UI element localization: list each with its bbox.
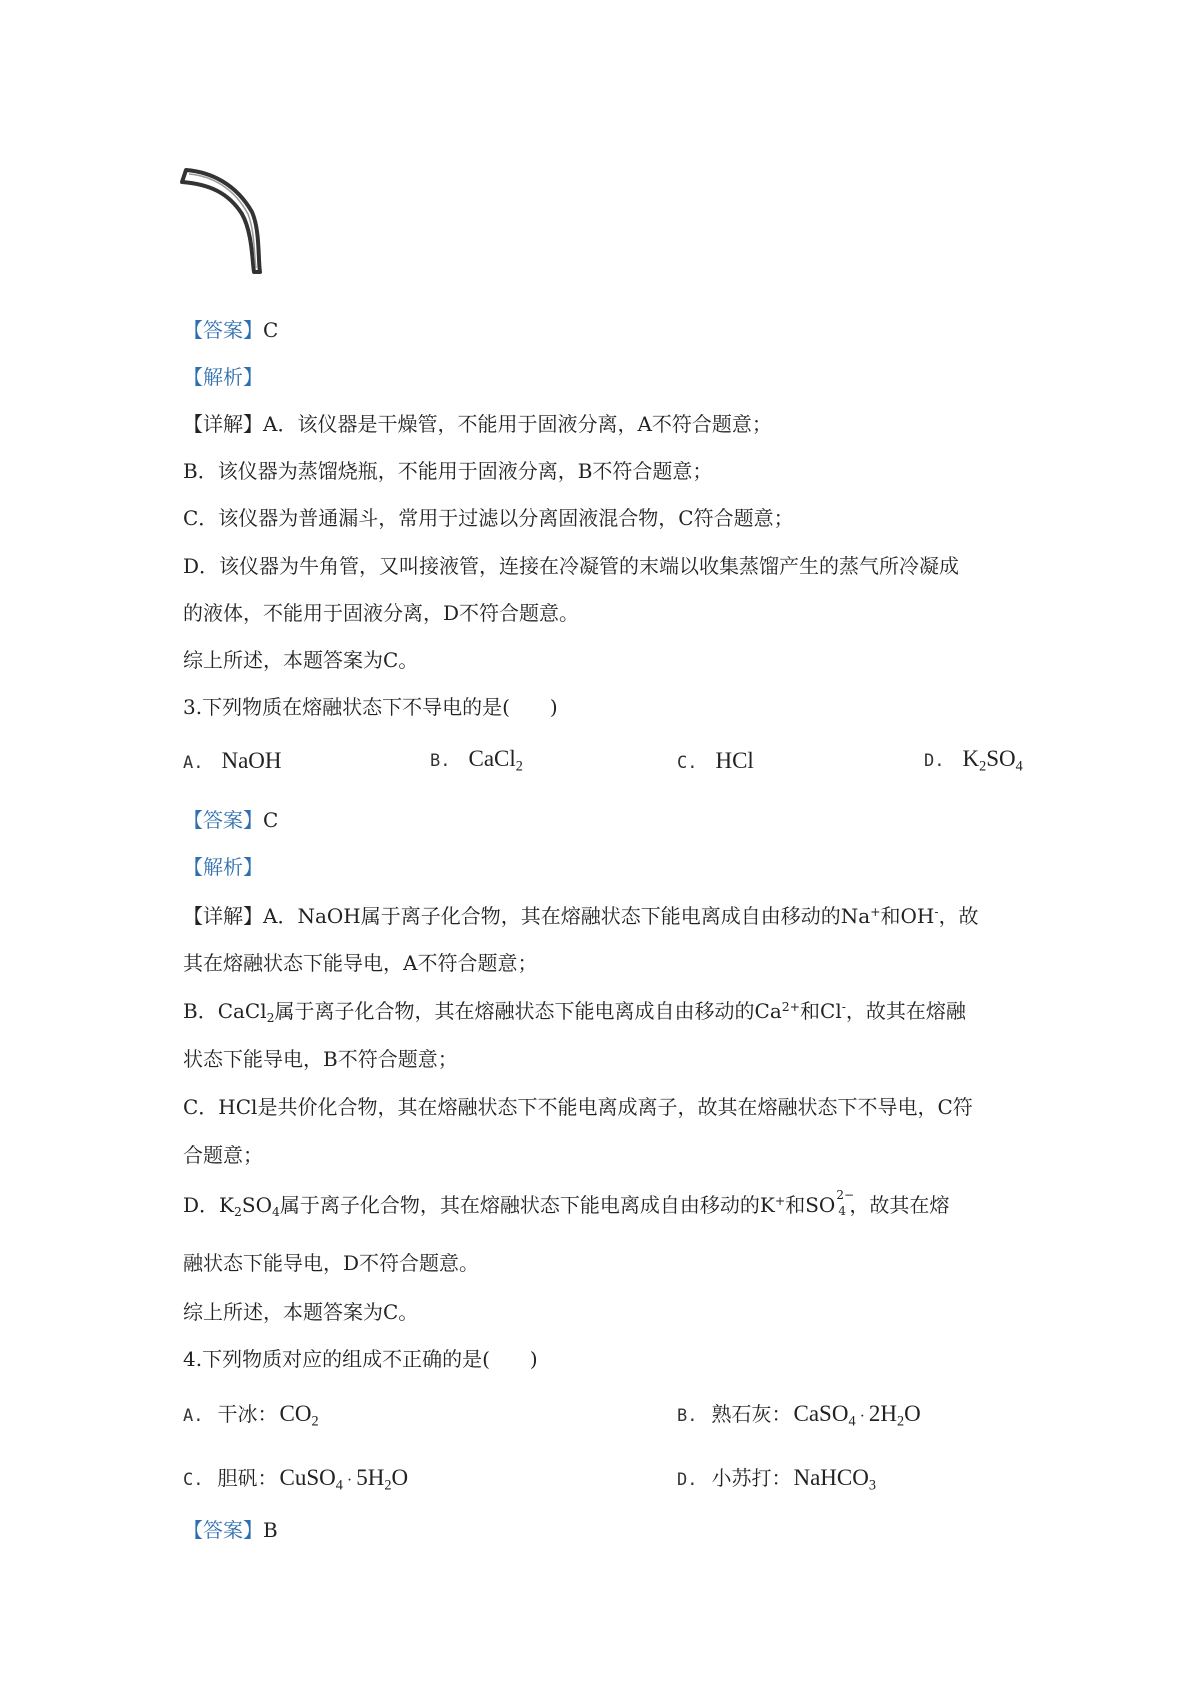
- q3-detail-c-line2: 合题意；: [183, 1143, 263, 1167]
- q3-detail-d-line1: D．$K_2SO_4$属于离子化合物，其在熔融状态下能电离成自由移动的K+和SO 2− 4 ，故其在熔: [183, 1187, 950, 1219]
- q3-detail-a-line2: 其在熔融状态下能导电，A不符合题意；: [183, 951, 538, 975]
- question-3-stem: 3.下列物质在熔融状态下不导电的是( ): [183, 695, 558, 719]
- q3-summary: 综上所述，本题答案为C。: [183, 1300, 419, 1324]
- detail-d-line2: 的液体，不能用于固液分离，D不符合题意。: [183, 601, 580, 625]
- answer-line: 【答案】C: [183, 318, 279, 342]
- q4-answer-line: 【答案】B: [183, 1518, 278, 1542]
- adapter-tube-figure: [176, 160, 276, 280]
- q4-option-c: C. 胆矾：CuSO$_4$ · $5H_2O$: [183, 1465, 409, 1494]
- detail-a: 【详解】A．该仪器是干燥管，不能用于固液分离，A不符合题意；: [183, 412, 772, 436]
- question-4-stem: 4.下列物质对应的组成不正确的是( ): [183, 1347, 538, 1371]
- q3-detail-b-line2: 状态下能导电，B不符合题意；: [183, 1047, 458, 1071]
- q4-option-a: A. 干冰：$CO_2$: [183, 1401, 319, 1430]
- q3-detail-c-line1: C．HCl是共价化合物，其在熔融状态下不能电离成离子，故其在熔融状态下不导电，C符: [183, 1095, 973, 1119]
- detail-c: C．该仪器为普通漏斗，常用于过滤以分离固液混合物，C符合题意；: [183, 506, 794, 530]
- sulfate-charge-notation: 2− 4: [836, 1187, 855, 1218]
- q4-option-d: D. 小苏打：NaHCO$_3$: [677, 1465, 876, 1494]
- q3-option-a: A. NaOH: [183, 748, 282, 773]
- q3-option-b: B. CaCl$_2$: [430, 746, 523, 775]
- q3-option-c: C. HCl: [677, 748, 754, 773]
- q3-detail-a-line1: 【详解】A．NaOH属于离子化合物，其在熔融状态下能电离成自由移动的Na+和OH-，故: [183, 904, 979, 928]
- q3-detail-d-line2: 融状态下能导电，D不符合题意。: [183, 1251, 480, 1275]
- q3-answer-line: 【答案】C: [183, 808, 279, 832]
- q3-option-d: D. $K_2SO_4$: [924, 746, 1023, 775]
- analysis-heading: 【解析】: [183, 365, 263, 389]
- summary: 综上所述，本题答案为C。: [183, 648, 419, 672]
- q4-option-b: B. 熟石灰：CaSO$_4$ · $2H_2O$: [677, 1401, 921, 1430]
- q3-detail-b-line1: B．CaCl$_2$属于离子化合物，其在熔融状态下能电离成自由移动的$Ca^{2+}$和Cl-，故其在熔融: [183, 999, 966, 1025]
- detail-d-line1: D．该仪器为牛角管，又叫接液管，连接在冷凝管的末端以收集蒸馏产生的蒸气所冷凝成: [183, 554, 960, 578]
- q3-analysis-heading: 【解析】: [183, 855, 263, 879]
- detail-b: B．该仪器为蒸馏烧瓶，不能用于固液分离，B不符合题意；: [183, 459, 713, 483]
